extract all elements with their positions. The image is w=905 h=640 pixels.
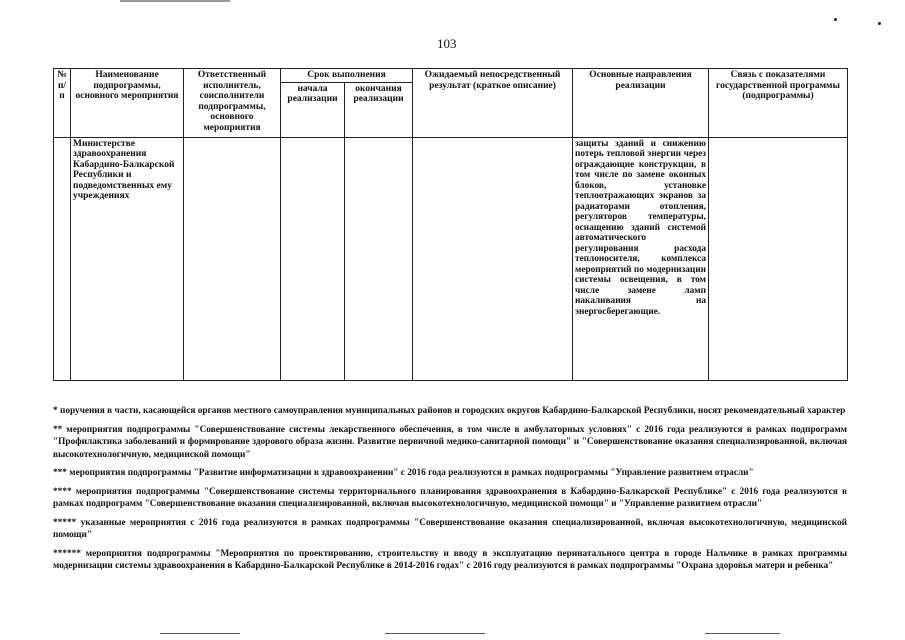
scan-artifact-top <box>120 0 230 2</box>
cell-name: Министерстве здравоохранения Кабардино-Балкарской Республики и подведомственных ему учреждениях <box>71 137 184 380</box>
scan-artifact-bottom <box>385 633 485 634</box>
table-row <box>54 137 848 380</box>
header-directions: Основные направления реализации <box>573 69 709 138</box>
table-header-row <box>54 69 848 83</box>
footnote: *** мероприятия подпрограммы "Развитие информатизации в здравоохранении" с 2016 года реализуются в рамках подпрограммы "Управление развитием отрасли" <box>53 468 754 478</box>
header-num: № п/п <box>54 69 71 138</box>
cell-link <box>709 137 848 380</box>
measures-table <box>53 68 848 381</box>
scan-dot <box>878 22 881 25</box>
footnotes <box>53 405 847 579</box>
footnote: * поручения в части, касающейся органов местного самоуправления муниципальных районов и городских округов Кабардино-Балкарской Республики, носят рекомендательный характер <box>53 406 846 416</box>
scan-artifact-bottom <box>160 633 240 634</box>
cell-num <box>54 137 71 380</box>
footnote: **** мероприятия подпрограммы "Совершенствование системы территориального планирования здравоохранения в Кабардино-Балкарской Республике" с 2016 года реализуются в рамках подпрограмм "Совершенствование оказания специализированной, включая высокотехнологичную, медицинской помощи" и "Управление развитием отрасли" <box>53 486 847 509</box>
cell-end <box>345 137 413 380</box>
header-term-end: окончания реализации <box>345 82 413 137</box>
scan-dot <box>834 18 837 21</box>
cell-start <box>281 137 345 380</box>
page-number: 103 <box>437 36 457 51</box>
header-term-start: начала реализации <box>281 82 345 137</box>
header-result: Ожидаемый непосредственный результат (краткое описание) <box>413 69 573 138</box>
footnote: ***** указанные мероприятия с 2016 года реализуются в рамках подпрограммы "Совершенствование оказания специализированной, включая высокотехнологичную, медицинской помощи" <box>53 517 847 540</box>
footnote: ** мероприятия подпрограммы "Совершенствование системы лекарственного обеспечения, в том числе в амбулаторных условиях" с 2016 года реализуются в рамках подпрограмм "Профилактика заболеваний и формирование здорового образа жизни. Развитие первичной медико-санитарной помощи" и "Совершенствование оказания специализированной, включая высокотехнологичную, медицинской помощи" <box>53 424 847 460</box>
cell-directions: защиты зданий и снижению потерь тепловой энергии через ограждающие конструкции, в том числе по замене оконных блоков, установке теплоотражающих экранов за радиаторами отопления, регуляторов температуры, оснащению зданий системой автоматического регулирования расхода теплоносителя, комплекса мероприятий по модернизации системы освещения, в том числе замене ламп накаливания на энергосберегающие. <box>573 137 709 380</box>
header-responsible: Ответственный исполнитель, соисполнители подпрограммы, основного мероприятия <box>184 69 281 138</box>
cell-responsible <box>184 137 281 380</box>
header-term: Срок выполнения <box>281 69 413 83</box>
scan-artifact-bottom <box>705 633 780 634</box>
cell-result <box>413 137 573 380</box>
footnote: ****** мероприятия подпрограммы "Мероприятия по проектированию, строительству и вводу в эксплуатацию перинатального центра в городе Нальчике в рамках программы модернизации системы здравоохранения в Кабардино-Балкарской Республике в 2014-2016 годах" с 2016 году реализуются в рамках подпрограммы "Охрана здоровья матери и ребенка" <box>53 548 847 571</box>
header-name: Наименование подпрограммы, основного мероприятия <box>71 69 184 138</box>
header-link: Связь с показателями государственной программы (подпрограммы) <box>709 69 848 138</box>
